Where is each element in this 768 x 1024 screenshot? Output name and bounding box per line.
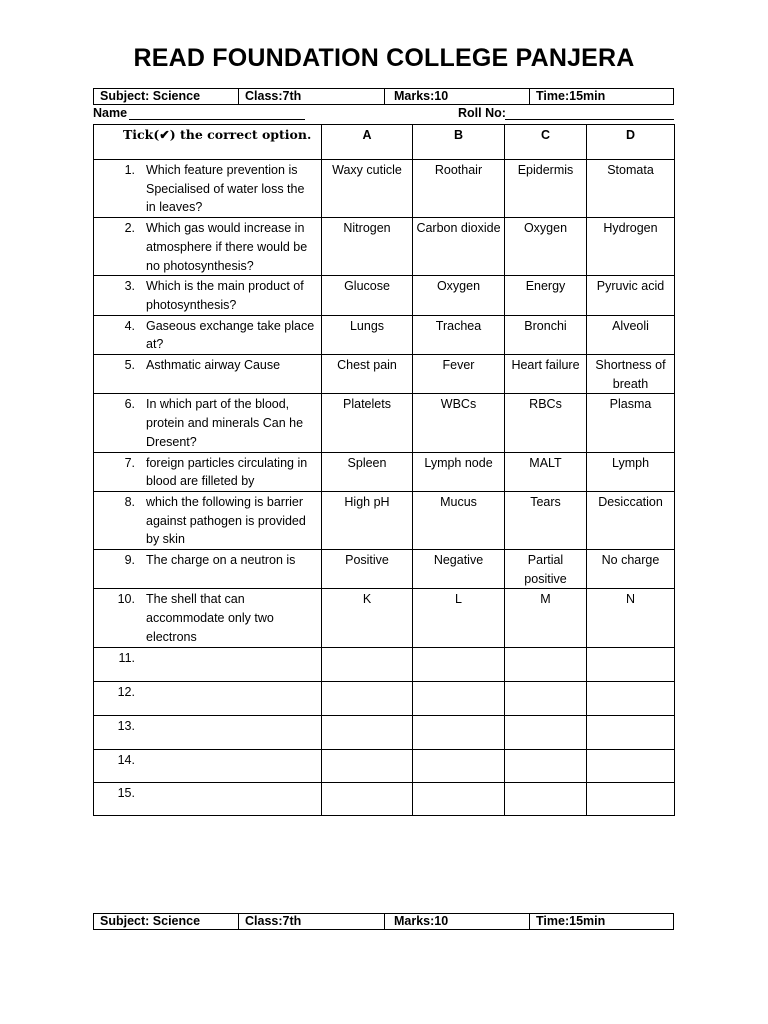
option-a-cell[interactable] <box>322 749 413 782</box>
question-text: Gaseous exchange take place at? <box>146 318 315 352</box>
option-b-cell[interactable] <box>413 681 505 715</box>
instruction-header: Tick(✔) the correct option. <box>94 125 322 160</box>
time-label: Time:15min <box>536 914 606 928</box>
option-c-cell[interactable] <box>505 749 587 782</box>
question-row <box>94 715 675 749</box>
option-c-cell[interactable]: Tears <box>505 491 587 549</box>
option-c-cell[interactable]: Partial positive <box>505 550 587 589</box>
question-number: 11. <box>118 650 135 665</box>
question-number: 15. <box>117 785 135 800</box>
question-cell <box>94 782 322 815</box>
subject-label: Subject: Science <box>94 89 239 104</box>
question-text: which the following is barrier against pathogen is provided by skin <box>146 494 306 547</box>
option-d-cell[interactable]: N <box>587 589 675 647</box>
question-cell <box>94 589 322 647</box>
question-cell <box>94 681 322 715</box>
option-d-cell[interactable] <box>587 715 675 749</box>
roll-number-label: Roll No: <box>458 106 506 120</box>
option-d-cell[interactable] <box>587 749 675 782</box>
question-cell <box>94 315 322 354</box>
option-b-cell[interactable]: WBCs <box>413 394 505 452</box>
marks-label: Marks:10 <box>385 914 530 929</box>
question-text: Asthmatic airway Cause <box>146 358 281 373</box>
option-a-header: A <box>322 125 413 160</box>
question-cell <box>94 647 322 681</box>
option-a-cell[interactable]: Glucose <box>322 276 413 315</box>
page-title: READ FOUNDATION COLLEGE PANJERA <box>133 44 635 72</box>
option-d-cell[interactable]: Plasma <box>587 394 675 452</box>
question-number: 5. <box>124 358 135 373</box>
question-number: 1. <box>124 163 135 177</box>
question-number: 14. <box>117 752 135 767</box>
option-b-cell[interactable]: L <box>413 589 505 647</box>
option-a-cell[interactable]: Spleen <box>322 452 413 491</box>
question-number: 13. <box>117 718 135 733</box>
option-c-cell[interactable]: Heart failure <box>505 355 587 394</box>
option-c-cell[interactable] <box>505 782 587 815</box>
question-text: In which part of the blood, protein and minerals Can he Dresent? <box>146 397 304 449</box>
marks-label: Marks:10 <box>385 89 530 104</box>
option-a-cell[interactable] <box>322 681 413 715</box>
question-row <box>94 647 675 681</box>
option-c-cell[interactable]: M <box>505 589 587 647</box>
option-a-cell[interactable] <box>322 715 413 749</box>
question-number: 2. <box>124 221 135 236</box>
option-d-cell[interactable] <box>587 782 675 815</box>
question-cell <box>94 550 322 589</box>
option-b-cell[interactable]: Lymph node <box>413 452 505 491</box>
question-cell <box>94 715 322 749</box>
option-d-cell[interactable]: Pyruvic acid <box>587 276 675 315</box>
question-row <box>94 681 675 715</box>
option-c-cell[interactable] <box>505 715 587 749</box>
subject-label: Subject: Science <box>94 914 239 929</box>
option-a-cell[interactable]: Positive <box>322 550 413 589</box>
question-row <box>94 749 675 782</box>
question-text: Which is the main product of photosynthesis? <box>146 279 304 312</box>
question-row <box>94 315 675 354</box>
option-b-cell[interactable]: Oxygen <box>413 276 505 315</box>
option-b-cell[interactable]: Mucus <box>413 491 505 549</box>
question-cell <box>94 394 322 452</box>
question-row <box>94 218 675 276</box>
option-a-cell[interactable]: Nitrogen <box>322 218 413 276</box>
option-d-cell[interactable]: Alveoli <box>587 315 675 354</box>
question-row <box>94 452 675 491</box>
question-cell <box>94 276 322 315</box>
option-b-cell[interactable]: Carbon dioxide <box>413 218 505 276</box>
question-row <box>94 394 675 452</box>
option-a-cell[interactable]: Platelets <box>322 394 413 452</box>
quiz-body <box>94 160 675 816</box>
option-b-cell[interactable] <box>413 715 505 749</box>
option-c-cell[interactable]: Bronchi <box>505 315 587 354</box>
option-a-cell[interactable]: High pH <box>322 491 413 549</box>
question-row <box>94 491 675 549</box>
question-row <box>94 355 675 394</box>
name-blank-line[interactable] <box>129 119 305 120</box>
question-cell <box>94 491 322 549</box>
option-a-cell[interactable]: Chest pain <box>322 355 413 394</box>
question-number: 8. <box>124 494 135 509</box>
option-a-cell[interactable]: Lungs <box>322 315 413 354</box>
question-row <box>94 589 675 647</box>
option-d-cell[interactable] <box>587 647 675 681</box>
question-cell <box>94 160 322 218</box>
question-text: Which feature prevention is Specialised of water loss the in leaves? <box>146 163 305 215</box>
question-cell <box>94 355 322 394</box>
question-number: 10. <box>117 592 135 607</box>
option-b-cell[interactable]: Negative <box>413 550 505 589</box>
class-label: Class:7th <box>239 914 385 929</box>
question-row <box>94 550 675 589</box>
info-bar-top <box>93 88 674 105</box>
option-c-cell[interactable]: Oxygen <box>505 218 587 276</box>
question-text: The shell that can accommodate only two electrons <box>146 592 274 644</box>
quiz-header-row <box>94 125 675 160</box>
name-roll-row <box>93 105 674 123</box>
question-text: foreign particles circulating in blood are filleted by <box>146 455 308 489</box>
option-b-cell[interactable]: Trachea <box>413 315 505 354</box>
question-cell <box>94 218 322 276</box>
option-d-cell[interactable]: Hydrogen <box>587 218 675 276</box>
question-text: The charge on a neutron is <box>146 553 296 568</box>
question-number: 3. <box>124 279 135 294</box>
option-b-cell[interactable]: Fever <box>413 355 505 394</box>
option-d-cell[interactable]: No charge <box>587 550 675 589</box>
question-number: 12. <box>117 684 135 699</box>
question-row <box>94 160 675 218</box>
info-bar-bottom <box>93 913 674 930</box>
option-a-cell[interactable]: Waxy cuticle <box>322 160 413 218</box>
question-number: 6. <box>124 397 135 412</box>
option-c-cell[interactable]: Energy <box>505 276 587 315</box>
question-row <box>94 782 675 815</box>
question-cell <box>94 452 322 491</box>
option-d-cell[interactable]: Stomata <box>587 160 675 218</box>
question-number: 7. <box>124 455 135 470</box>
option-c-cell[interactable] <box>505 647 587 681</box>
option-d-header: D <box>587 125 675 160</box>
option-d-cell[interactable]: Lymph <box>587 452 675 491</box>
option-c-header: C <box>505 125 587 160</box>
option-b-cell[interactable] <box>413 647 505 681</box>
quiz-table <box>93 124 675 816</box>
question-text: Which gas would increase in atmosphere if there would be no photosynthesis? <box>146 221 308 273</box>
option-b-cell[interactable] <box>413 749 505 782</box>
option-a-cell[interactable] <box>322 647 413 681</box>
option-c-cell[interactable] <box>505 681 587 715</box>
option-d-cell[interactable] <box>587 681 675 715</box>
question-cell <box>94 749 322 782</box>
option-a-cell[interactable]: K <box>322 589 413 647</box>
question-row <box>94 276 675 315</box>
option-c-cell[interactable]: Epidermis <box>505 160 587 218</box>
option-c-cell[interactable]: MALT <box>505 452 587 491</box>
roll-number-blank-line[interactable] <box>505 119 674 120</box>
name-label: Name <box>93 106 128 120</box>
question-number: 9. <box>124 553 135 568</box>
question-number: 4. <box>124 318 135 333</box>
time-label: Time:15min <box>536 89 606 103</box>
option-a-cell[interactable] <box>322 782 413 815</box>
class-label: Class:7th <box>239 89 385 104</box>
option-c-cell[interactable]: RBCs <box>505 394 587 452</box>
option-b-cell[interactable] <box>413 782 505 815</box>
option-b-header: B <box>413 125 505 160</box>
option-d-cell[interactable]: Shortness of breath <box>587 355 675 394</box>
option-d-cell[interactable]: Desiccation <box>587 491 675 549</box>
option-b-cell[interactable]: Roothair <box>413 160 505 218</box>
